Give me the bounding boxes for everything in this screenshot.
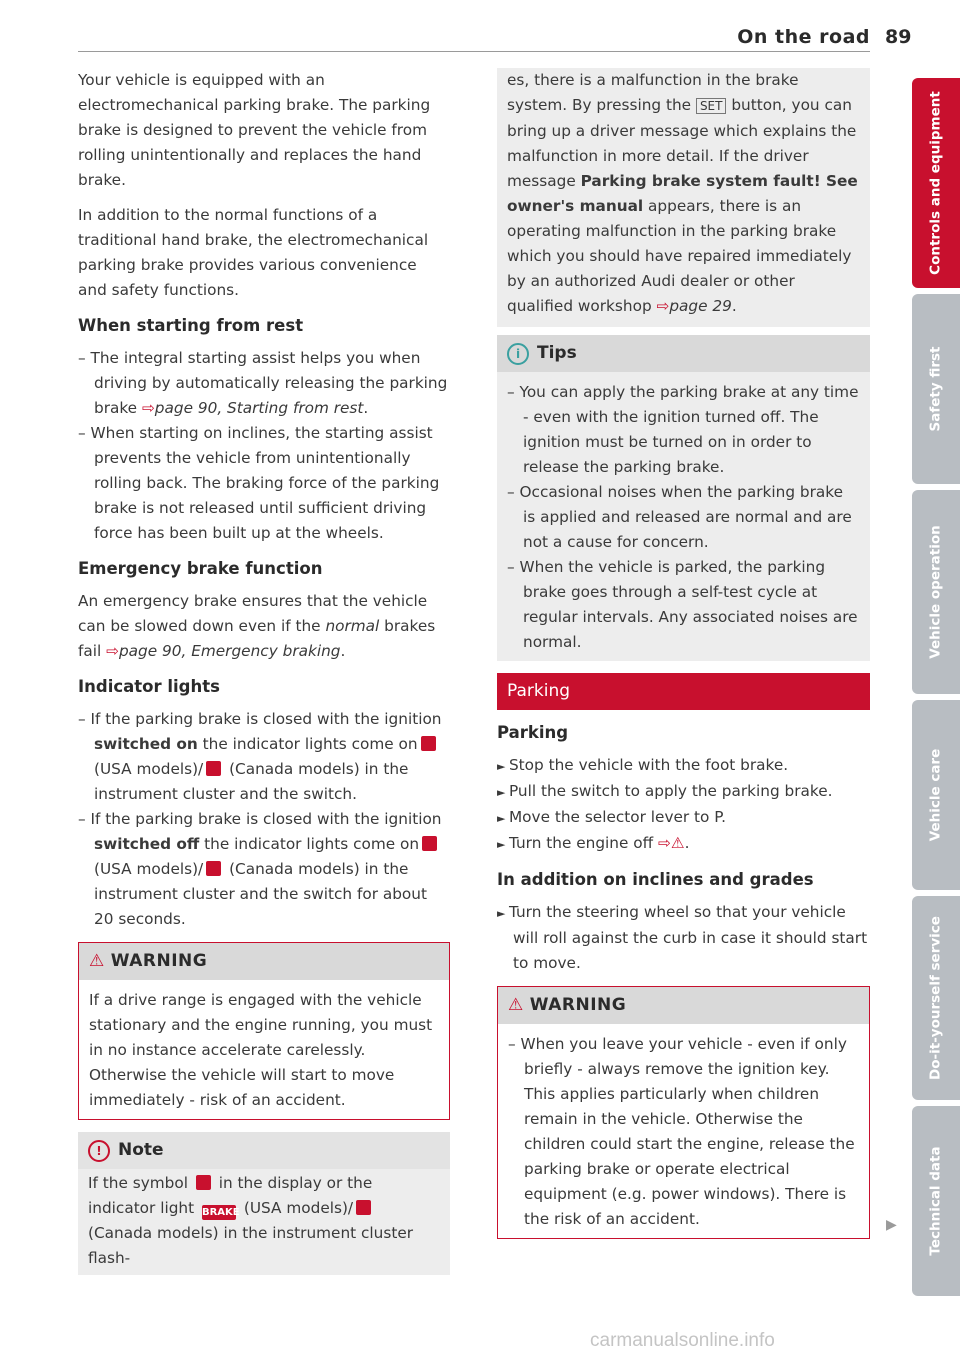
list-item: – If the parking brake is closed with the ignition switched off the indicator lights come on(USA models)/ (Canada models) in the instrument cluster and the switch for about 20 seconds. <box>78 807 450 932</box>
heading-parking: Parking <box>497 723 569 742</box>
list-item: – When starting on inclines, the starting assist prevents the vehicle from unintentionally rolling back. The braking force of the parking brake is not released until sufficient driving force has been built up at the wheels. <box>78 421 450 546</box>
list-item: ► Stop the vehicle with the foot brake. <box>497 753 870 779</box>
page-reference-link[interactable]: page 29 <box>669 297 732 315</box>
list-item: ► Turn the steering wheel so that your vehicle will roll against the curb in case it should start to move. <box>497 900 870 976</box>
arrow-icon: ⇨ <box>141 399 155 417</box>
warning-header: ⚠ WARNING <box>79 943 449 980</box>
header-rule <box>78 51 870 52</box>
parking-brake-canada-icon <box>206 861 221 876</box>
right-column <box>497 68 870 1251</box>
tab-safety-first[interactable]: Safety first <box>912 294 960 484</box>
warning-header: ⚠ WARNING <box>498 987 869 1024</box>
heading-indicator-lights: Indicator lights <box>78 677 220 696</box>
intro-paragraph-2: In addition to the normal functions of a traditional hand brake, the electromechanical parking brake provides various convenience and safety functions. <box>78 206 429 299</box>
warning-triangle-icon: ⚠ <box>508 995 524 1015</box>
info-circle-icon: i <box>507 343 529 365</box>
warning-box <box>497 986 870 1239</box>
page-reference-link[interactable]: page 90, Starting from rest <box>154 399 364 417</box>
list-item: – The integral starting assist helps you when driving by automatically releasing the parking brake ⇨page 90, Starting from rest. <box>78 346 450 421</box>
incline-steps <box>497 900 870 976</box>
tab-vehicle-operation[interactable]: Vehicle operation <box>912 490 960 694</box>
tab-do-it-yourself-service[interactable]: Do-it-yourself service <box>912 896 960 1100</box>
brake-indicator-icon: BRAKE <box>201 1207 240 1218</box>
list-item: – You can apply the parking brake at any time - even with the ignition turned off. The ignition must be turned on in order to release the parking brake. <box>507 380 860 480</box>
note-box <box>78 1132 450 1275</box>
arrow-icon: ⇨ <box>658 834 671 852</box>
warning-list <box>508 1032 859 1232</box>
page-number: 89 <box>885 26 912 48</box>
note-header: ! Note <box>78 1132 450 1169</box>
watermark: carmanualsonline.info <box>590 1330 775 1351</box>
parking-brake-usa-icon <box>422 836 437 851</box>
brake-canada-icon <box>356 1200 371 1215</box>
parking-brake-canada-icon <box>206 761 221 776</box>
arrow-icon: ⇨ <box>656 297 670 315</box>
list-item: – When the vehicle is parked, the parking brake goes through a self-test cycle at regular intervals. Any associated noises are normal. <box>507 555 860 655</box>
warning-triangle-icon[interactable]: ⚠ <box>670 834 685 852</box>
heading-inclines: In addition on inclines and grades <box>497 870 814 889</box>
exclamation-circle-icon: ! <box>88 1140 110 1162</box>
tips-list <box>507 380 860 655</box>
parking-section-bar: Parking <box>497 673 870 710</box>
warning-triangle-icon: ⚠ <box>89 951 105 971</box>
page-reference-link[interactable]: page 90, Emergency braking <box>118 642 341 660</box>
section-title: On the road <box>737 26 870 48</box>
intro-paragraph-1: Your vehicle is equipped with an electromechanical parking brake. The parking brake is designed to prevent the vehicle from rolling unintentionally and replaces the hand brake. <box>78 71 431 189</box>
warning-text: If a drive range is engaged with the vehicle stationary and the engine running, you must in no instance accelerate carelessly. Otherwise the vehicle will start to move immediately - risk of an accident. <box>89 991 433 1109</box>
heading-emergency-brake: Emergency brake function <box>78 559 323 578</box>
heading-starting-from-rest: When starting from rest <box>78 316 304 335</box>
tips-box <box>497 335 870 661</box>
list-item: ► Move the selector lever to P. <box>497 805 870 831</box>
left-column <box>78 68 450 1287</box>
tab-controls-and-equipment[interactable]: Controls and equipment <box>912 78 960 288</box>
list-item: – When you leave your vehicle - even if only briefly - always remove the ignition key. This applies particularly when children remain in the vehicle. Otherwise the children could start the engine, release the parking brake or operate electrical equipment (e.g. power windows). There is the risk of an accident. <box>508 1032 859 1232</box>
warning-box <box>78 942 450 1120</box>
emergency-paragraph: An emergency brake ensures that the vehicle can be slowed down even if the normal brakes fail ⇨page 90, Emergency braking. <box>78 592 436 660</box>
note-text: If the symbol in the display or the indicator light BRAKE (USA models)/ (Canada models) in the instrument cluster flash- <box>78 1169 450 1275</box>
list-item: ► Turn the engine off ⇨⚠. <box>497 831 870 857</box>
list-item: – If the parking brake is closed with the ignition switched on the indicator lights come on(USA models)/ (Canada models) in the instrument cluster and the switch. <box>78 707 450 807</box>
brake-symbol-icon <box>196 1175 211 1190</box>
tab-vehicle-care[interactable]: Vehicle care <box>912 700 960 890</box>
arrow-icon: ⇨ <box>106 642 119 660</box>
parking-brake-usa-icon <box>421 736 436 751</box>
indicator-list <box>78 707 450 932</box>
parking-steps <box>497 753 870 857</box>
continue-arrow-icon: ▶ <box>886 1217 897 1233</box>
list-item: ► Pull the switch to apply the parking brake. <box>497 779 870 805</box>
set-key: SET <box>696 98 727 114</box>
note-continuation: es, there is a malfunction in the brake system. By pressing the SET button, you can bring up a driver message which explains the malfunction in more detail. If the driver message Parking brake system fault! See owner's manual appears, there is an operating malfunction in the parking brake which you should have repaired immediately by an authorized Audi dealer or other qualified workshop ⇨page 29. <box>497 68 870 327</box>
tab-technical-data[interactable]: Technical data <box>912 1106 960 1296</box>
rest-list <box>78 346 450 546</box>
list-item: – Occasional noises when the parking brake is applied and released are normal and are not a cause for concern. <box>507 480 860 555</box>
tips-header: i Tips <box>497 335 870 372</box>
